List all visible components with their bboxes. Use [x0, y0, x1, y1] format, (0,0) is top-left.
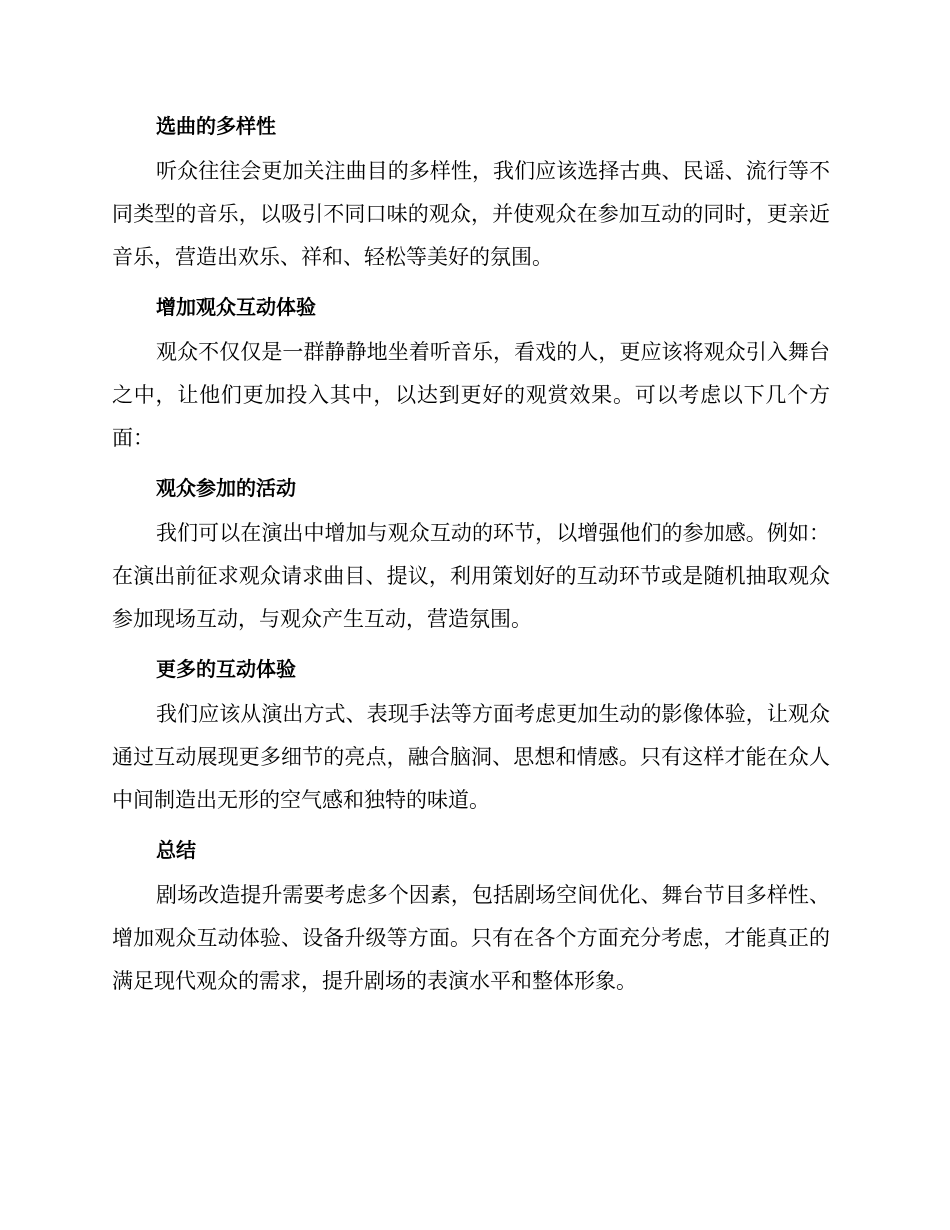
section-paragraph-summary: 剧场改造提升需要考虑多个因素，包括剧场空间优化、舞台节目多样性、增加观众互动体验、设备升级等方面。只有在各个方面充分考虑，才能真正的满足现代观众的需求，提升剧场的表演水平和整体形象。: [112, 883, 830, 993]
section-heading-audience-interaction: 增加观众互动体验: [156, 295, 316, 319]
section-heading-more-interaction: 更多的互动体验: [156, 657, 296, 681]
section-heading-summary: 总结: [156, 838, 196, 862]
section-heading-song-variety: 选曲的多样性: [156, 114, 276, 138]
document-page: [112, 104, 830, 1009]
section-paragraph-audience-activities: 我们可以在演出中增加与观众互动的环节，以增强他们的参加感。例如：在演出前征求观众请求曲目、提议，利用策划好的互动环节或是随机抽取观众参加现场互动，与观众产生互动，营造氛围。: [112, 521, 830, 631]
section-paragraph-audience-interaction: 观众不仅仅是一群静静地坐着听音乐，看戏的人，更应该将观众引入舞台之中，让他们更加投入其中，以达到更好的观赏效果。可以考虑以下几个方面：: [112, 340, 830, 450]
section-heading-audience-activities: 观众参加的活动: [156, 476, 296, 500]
section-paragraph-more-interaction: 我们应该从演出方式、表现手法等方面考虑更加生动的影像体验，让观众通过互动展现更多细节的亮点，融合脑洞、思想和情感。只有这样才能在众人中间制造出无形的空气感和独特的味道。: [112, 702, 830, 812]
section-paragraph-song-variety: 听众往往会更加关注曲目的多样性，我们应该选择古典、民谣、流行等不同类型的音乐，以吸引不同口味的观众，并使观众在参加互动的同时，更亲近音乐，营造出欢乐、祥和、轻松等美好的氛围。: [112, 159, 830, 269]
